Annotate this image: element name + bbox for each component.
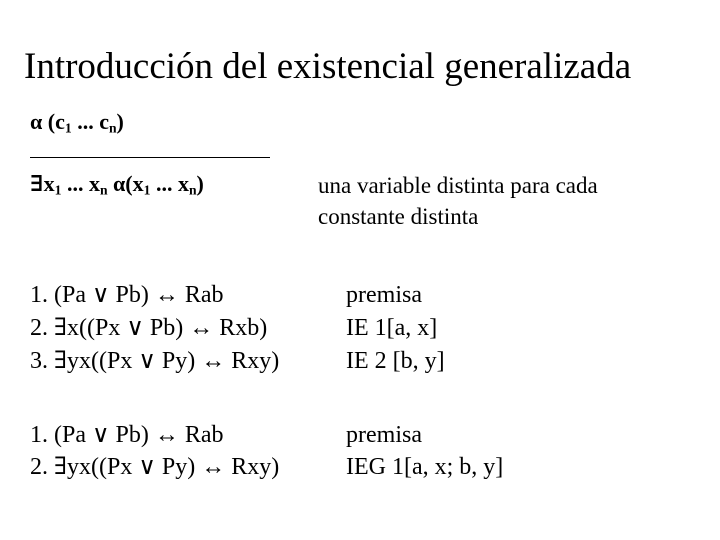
proof2-justification-2: IEG 1[a, x; b, y]	[346, 454, 504, 480]
proof1-justification-2: IE 1[a, x]	[346, 315, 438, 341]
subscript: 1	[54, 182, 62, 198]
rule-premise: α ($c_1$ ... $c_n$)	[30, 109, 124, 136]
proof1-justification-3: IE 2 [b, y]	[346, 348, 445, 374]
rule-note-line-2: constante distinta	[318, 204, 479, 229]
rule-note	[318, 170, 598, 232]
proof1-step-2: 2. ∃x((Px ∨ Pb) ↔ Rxb)	[30, 315, 268, 341]
subscript: 1	[64, 120, 72, 136]
rule-note-line-1: una variable distinta para cada	[318, 173, 598, 198]
proof1-justification-1: premisa	[346, 282, 422, 308]
proof1-step-3: 3. ∃yx((Px ∨ Py) ↔ Rxy)	[30, 348, 280, 374]
subscript: 1	[143, 182, 151, 198]
proof2-justification-1: premisa	[346, 422, 422, 448]
proof2-step-2: 2. ∃yx((Px ∨ Py) ↔ Rxy)	[30, 454, 280, 480]
subscript: n	[188, 182, 197, 198]
proof1-step-1: 1. (Pa ∨ Pb) ↔ Rab	[30, 282, 224, 308]
inference-line	[30, 157, 270, 158]
proof2-step-1: 1. (Pa ∨ Pb) ↔ Rab	[30, 422, 224, 448]
slide-title: Introducción del existencial generalizada	[24, 46, 632, 87]
subscript: n	[108, 120, 117, 136]
subscript: n	[99, 182, 108, 198]
rule-conclusion: $\exists x_1$ ... $x_n$ $\alpha(x_1$ ... $x_n$)	[30, 171, 204, 198]
